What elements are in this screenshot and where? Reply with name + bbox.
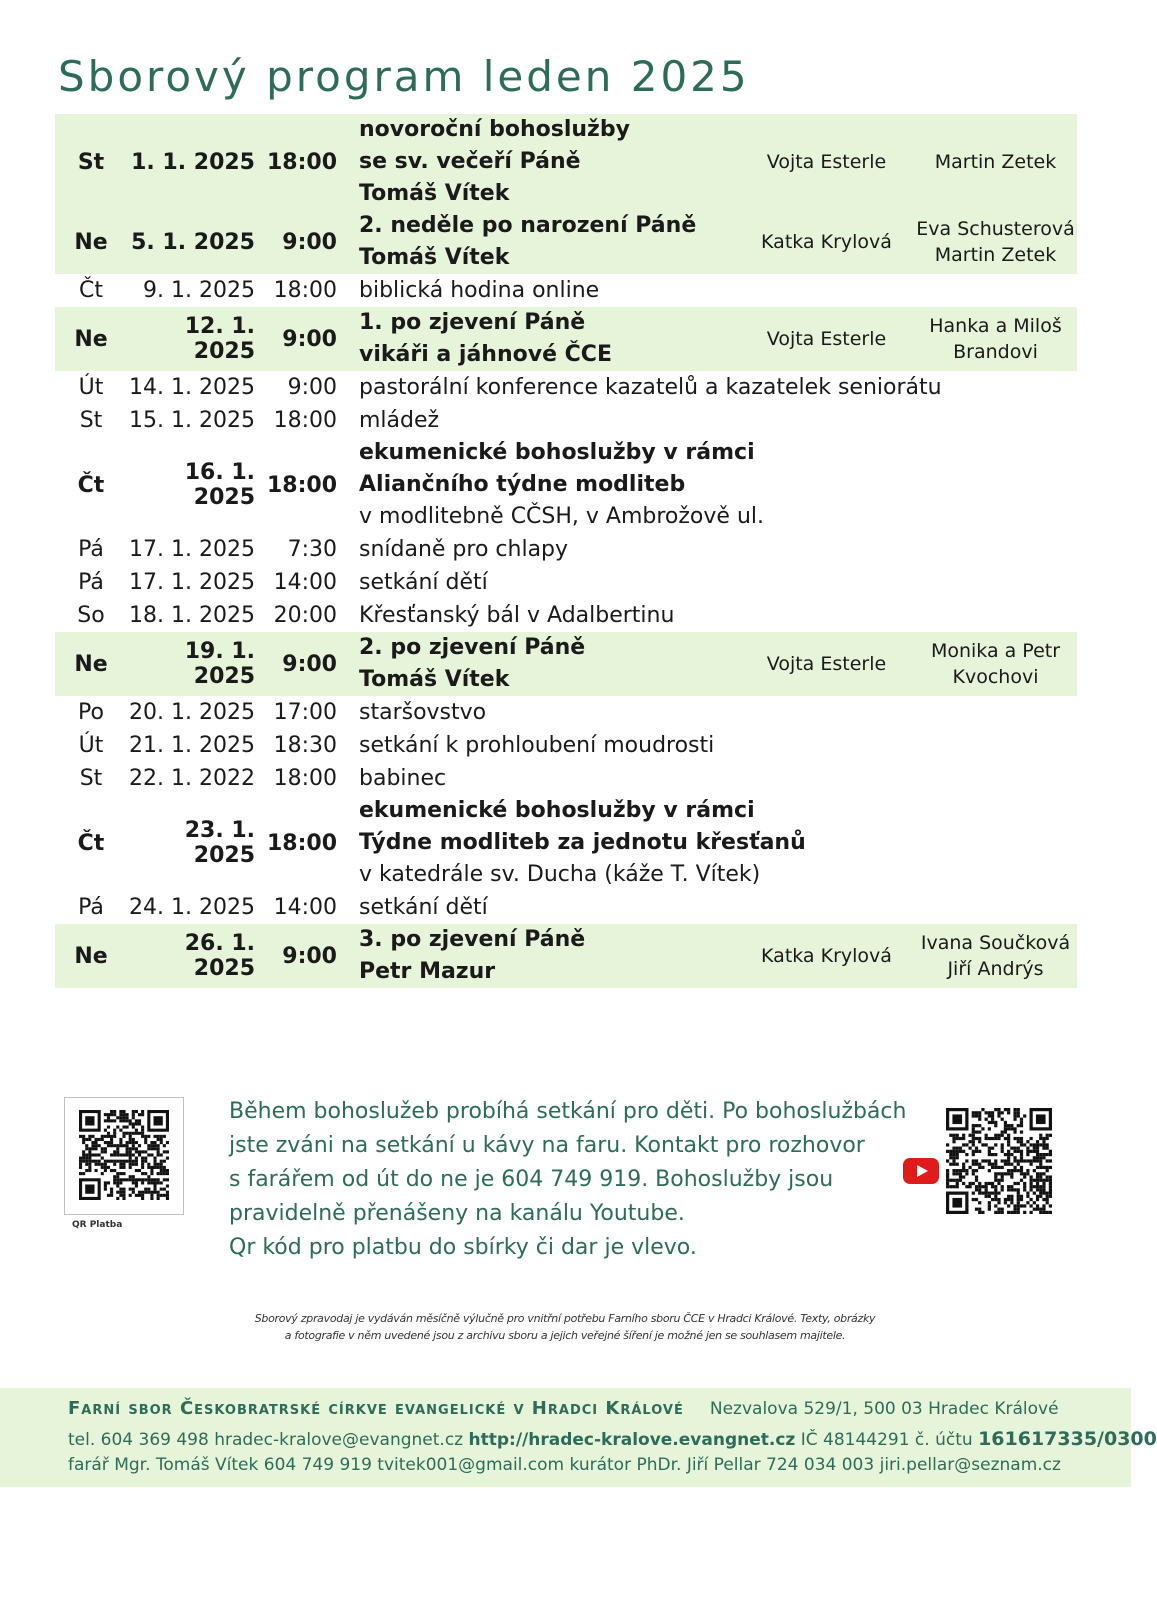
row-event [337,372,942,404]
row-time: 14:00 [273,895,337,920]
row-time: 18:00 [266,830,337,856]
row-preacher: Vojta Esterle [766,328,887,350]
footer-ico: IČ 48144291 č. účtu [795,1430,979,1450]
organist-line: Hanka a Miloš [929,315,1062,337]
event-line: biblická hodina online [359,277,600,303]
row-event [337,307,739,371]
schedule-row [55,891,1077,924]
row-event [337,114,739,210]
event-line: se sv. večeří Páně [359,149,581,174]
row-time: 17:00 [273,700,337,725]
row-organist [914,638,1077,690]
page-title: Sborový program leden 2025 [58,52,750,101]
qr-caption: QR Platba [72,1220,123,1230]
row-preacher: Katka Krylová [761,945,892,967]
footer [0,1388,1157,1487]
disclaimer-line: Sborový zpravodaj je vydáván měsíčně výlučně pro vnitřní potřebu Farního sboru ČCE v Hradci Králové. Texty, obrázky [254,1312,876,1325]
schedule-row [55,114,1077,210]
footer-account: 161617335/0300 [978,1428,1157,1450]
schedule-table [55,114,1077,988]
row-event [337,892,739,924]
qr-code-icon [946,1108,1052,1214]
schedule-row [55,795,1077,891]
row-day: Ne [74,943,108,969]
event-line: novoroční bohoslužby [359,117,630,142]
event-line: pastorální konference kazatelů a kazatelek seniorátu [359,374,942,400]
row-date: 22. 1. 2022 [129,766,255,791]
row-day: St [79,766,103,791]
info-line: pravidelně přenášeny na kanálu Youtube. [229,1201,685,1226]
row-date: 1. 1. 2025 [131,149,255,175]
footer-address: Nezvalova 529/1, 500 03 Hradec Králové [709,1399,1059,1419]
row-day: St [79,408,103,433]
row-time: 18:30 [273,733,337,758]
event-line: v modlitebně CČSH, v Ambrožově ul. [359,504,764,529]
row-day: Út [78,733,104,758]
event-line: Tomáš Vítek [359,181,510,206]
row-organist [914,216,1077,268]
event-line: Tomáš Vítek [359,245,510,270]
event-line: Aliančního týdne modliteb [359,472,686,497]
schedule-row [55,729,1077,762]
schedule-row [55,307,1077,371]
organist-line: Kvochovi [952,666,1039,688]
schedule-row [55,437,1077,533]
event-line: 3. po zjevení Páně [359,927,586,952]
row-event [337,795,806,891]
row-time: 18:00 [266,472,337,498]
event-line: babinec [359,765,447,791]
event-line: 2. po zjevení Páně [359,635,586,660]
row-event [337,567,739,599]
row-date: 17. 1. 2025 [129,570,255,595]
schedule-row [55,566,1077,599]
row-time: 18:00 [273,766,337,791]
schedule-row [55,599,1077,632]
organist-line: Ivana Součková [920,932,1071,954]
row-date: 18. 1. 2025 [129,603,255,628]
row-day: Ne [74,651,108,677]
row-day: So [77,603,105,628]
row-event [337,405,739,437]
row-time: 20:00 [273,603,337,628]
row-event [337,697,739,729]
row-date: 12. 1. 2025 [184,314,255,364]
row-preacher: Vojta Esterle [766,653,887,675]
disclaimer-line: a fotografie v něm uvedené jsou z archivu sboru a jejich veřejné šíření je možné jen se souhlasem majitele. [284,1329,846,1342]
row-time: 9:00 [282,943,337,969]
row-time: 7:30 [287,537,337,562]
schedule-row [55,371,1077,404]
event-line: Týdne modliteb za jednotu křesťanů [359,830,806,855]
row-time: 9:00 [282,326,337,352]
row-date: 14. 1. 2025 [129,375,255,400]
info-text [229,1095,909,1265]
event-line: mládež [359,407,440,433]
row-event [337,763,739,795]
schedule-row [55,762,1077,795]
row-event [337,210,739,274]
organist-line: Martin Zetek [934,151,1057,173]
row-organist [914,149,1077,175]
row-preacher: Katka Krylová [761,231,892,253]
row-preacher: Vojta Esterle [766,151,887,173]
event-line: 1. po zjevení Páně [359,310,586,335]
row-day: Čt [79,278,103,303]
row-event [337,730,739,762]
row-date: 9. 1. 2025 [143,278,255,303]
schedule-row [55,274,1077,307]
row-day: Ne [74,229,108,255]
row-time: 18:00 [273,278,337,303]
event-line: staršovstvo [359,699,487,725]
schedule-row [55,404,1077,437]
event-line: ekumenické bohoslužby v rámci [359,440,755,465]
row-time: 18:00 [273,408,337,433]
event-line: snídaně pro chlapy [359,536,569,562]
event-line: ekumenické bohoslužby v rámci [359,798,755,823]
row-date: 19. 1. 2025 [184,639,255,689]
event-line: Petr Mazur [359,959,496,984]
row-date: 5. 1. 2025 [131,229,255,255]
row-date: 23. 1. 2025 [184,818,255,868]
row-day: Pá [78,895,104,920]
row-event [337,275,739,307]
row-time: 9:00 [282,229,337,255]
row-day: Pá [78,537,104,562]
row-time: 14:00 [273,570,337,595]
event-line: setkání dětí [359,894,488,920]
schedule-row [55,533,1077,566]
row-time: 18:00 [266,149,337,175]
qr-code-icon [79,1110,169,1200]
organist-line: Martin Zetek [934,244,1057,266]
info-line: jste zváni na setkání u kávy na faru. Kontakt pro rozhovor [229,1133,865,1158]
row-date: 24. 1. 2025 [129,895,255,920]
row-day: Ne [74,326,108,352]
event-line: v katedrále sv. Ducha (káže T. Vítek) [359,862,761,887]
row-day: Út [78,375,104,400]
row-date: 16. 1. 2025 [184,460,255,510]
schedule-row [55,696,1077,729]
row-event [337,924,739,988]
footer-staff: farář Mgr. Tomáš Vítek 604 749 919 tvitek001@gmail.com kurátor PhDr. Jiří Pellar 724 034 003 jiri.pellar@seznam.cz [68,1455,1061,1475]
row-day: Po [78,700,104,725]
row-date: 26. 1. 2025 [184,931,255,981]
event-line: vikáři a jáhnové ČCE [359,342,612,367]
event-line: Křesťanský bál v Adalbertinu [359,602,675,628]
organist-line: Eva Schusterová [916,218,1075,240]
event-line: Tomáš Vítek [359,667,510,692]
row-day: Čt [77,472,105,498]
row-event [337,600,739,632]
organist-line: Jiří Andrýs [947,958,1044,980]
footer-org: Farní sbor Českobratrské církve evangelické v Hradci Králové [68,1398,684,1419]
payment-qr-code [64,1097,184,1215]
schedule-row [55,632,1077,696]
row-date: 21. 1. 2025 [129,733,255,758]
event-line: 2. neděle po narození Páně [359,213,697,238]
schedule-row [55,210,1077,274]
event-line: setkání dětí [359,569,488,595]
row-date: 15. 1. 2025 [129,408,255,433]
row-day: Čt [77,830,105,856]
youtube-qr-code [946,1108,1052,1218]
row-organist [914,313,1077,365]
row-organist [914,930,1077,982]
footer-website-link[interactable]: http://hradec-kralove.evangnet.cz [468,1430,796,1450]
info-line: s farářem od út do ne je 604 749 919. Bohoslužby jsou [229,1167,834,1192]
organist-line: Brandovi [953,341,1038,363]
row-day: Pá [78,570,104,595]
disclaimer [200,1310,930,1344]
row-time: 9:00 [282,651,337,677]
row-date: 20. 1. 2025 [129,700,255,725]
youtube-icon[interactable] [903,1158,939,1184]
info-line: Během bohoslužeb probíhá setkání pro děti. Po bohoslužbách [229,1099,907,1124]
row-event [337,437,764,533]
organist-line: Monika a Petr [930,640,1061,662]
footer-contact: tel. 604 369 498 hradec-kralove@evangnet.cz [68,1430,469,1450]
row-day: St [77,149,105,175]
schedule-row [55,924,1077,988]
info-line: Qr kód pro platbu do sbírky či dar je vlevo. [229,1235,697,1260]
row-time: 9:00 [287,375,337,400]
row-date: 17. 1. 2025 [129,537,255,562]
row-event [337,534,739,566]
row-event [337,632,739,696]
event-line: setkání k prohloubení moudrosti [359,732,715,758]
